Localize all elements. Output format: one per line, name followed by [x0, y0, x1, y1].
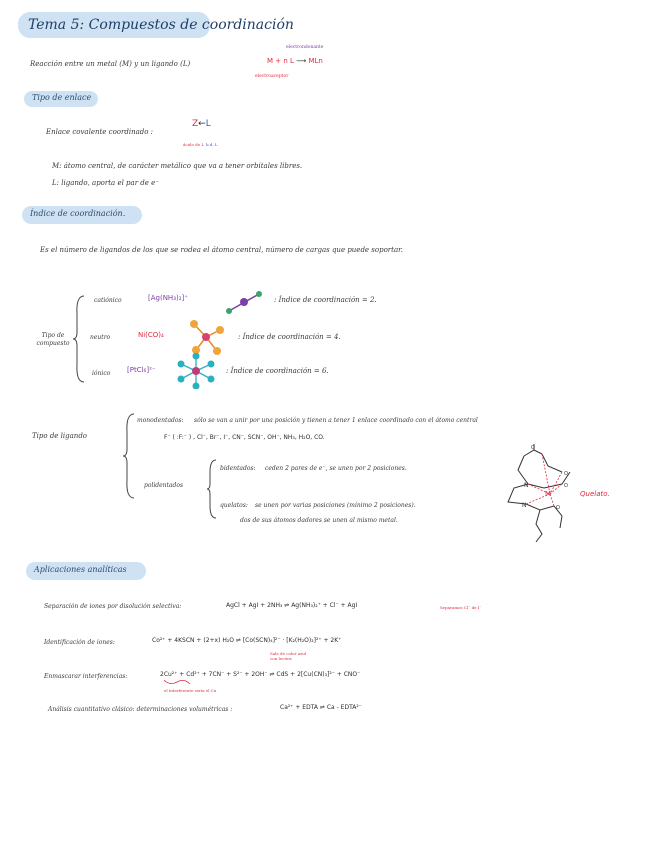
poli-title: polidentados — [144, 482, 184, 489]
page-title: Tema 5: Compuestos de coordinación — [28, 17, 294, 33]
svg-text:O: O — [564, 483, 568, 489]
indice-definition: Es el número de ligandos de los que se rodea el átomo central, número de cargas que puede soportar. — [40, 246, 403, 254]
app-note-enmascarar: el interferente sería el Cu — [164, 688, 217, 693]
mono-title: monodentados: — [137, 417, 184, 424]
row-type-neutro: neutro — [90, 334, 111, 341]
svg-text:N: N — [524, 482, 529, 489]
covalent-mark-left: ácido de L — [183, 142, 204, 147]
m-definition: M: átomo central, de carácter metálico que va a tener orbitales libres. — [52, 162, 303, 170]
tipo-compuesto-label: Tipo de compuesto — [36, 332, 70, 347]
app-label-enmascarar: Enmascarar interferencias: — [44, 673, 128, 680]
quel-title: quelatos: — [220, 502, 248, 509]
svg-text:O: O — [564, 471, 568, 477]
quel-text2: dos de sus átomos dadores se unen al mismo metal. — [240, 517, 398, 524]
svg-text:N: N — [522, 502, 527, 509]
row-index-neutro: : Índice de coordinación = 4. — [238, 333, 341, 341]
app-eq-separacion: AgCl + AgI + 2NH₃ ⇌ Ag(NH₃)₂⁺ + Cl⁻ + AgI — [226, 602, 358, 609]
covalent-symbol — [192, 119, 211, 129]
app-eq-enmascarar: 2Cu²⁺ + Cd²⁺ + 7CN⁻ + S²⁻ + 2OH⁻ ⇌ CdS + 2[Cu(CN)₃]²⁻ + CNO⁻ — [160, 671, 361, 678]
reaction-rhs-text: MLn — [308, 57, 323, 65]
mono-text: sólo se van a unir por una posición y tienen a tener 1 enlace coordinado con el átomo central — [194, 417, 478, 424]
row-formula-neutro: Ni(CO)₄ — [138, 331, 164, 339]
app-label-analisis: Análisis cuantitativo clásico: determinaciones volumétricas : — [48, 706, 233, 713]
row-index-cationico: : Índice de coordinación = 2. — [274, 296, 377, 304]
row-index-ionico: : Índice de coordinación = 6. — [226, 367, 329, 375]
ni-co4-molecule-icon — [186, 318, 226, 356]
svg-text:O: O — [556, 505, 560, 511]
edta-chelate-structure — [500, 444, 580, 544]
compuesto-brace — [72, 294, 86, 384]
mono-examples: F⁻ ( :F:⁻ ) , Cl⁻, Br⁻, I⁻, CN⁻, SCN⁻, OH⁻, NH₃, H₂O, CO. — [164, 434, 325, 441]
enmascarar-curly-mark — [162, 678, 192, 686]
reaction-label-top: electrondonante — [286, 45, 324, 50]
reaction-label-bottom: electroaceptor — [255, 74, 289, 79]
row-formula-ionico: [PtCl₆]²⁻ — [127, 366, 156, 374]
bi-text: ceden 2 pares de e⁻, se unen por 2 posiciones. — [265, 465, 407, 472]
indice-heading: Índice de coordinación. — [30, 209, 126, 218]
tipo-ligando-label: Tipo de ligando — [32, 432, 88, 440]
reaction-lhs — [267, 57, 323, 65]
poli-brace — [206, 458, 218, 520]
chelate-metal-label: M — [545, 490, 552, 498]
reaction-text: Reacción entre un metal (M) y un ligando (L) — [30, 60, 191, 68]
row-formula-cationico: [Ag(NH₃)₂]⁺ — [148, 294, 188, 302]
reaction-lhs-text: M + n L — [267, 57, 294, 65]
bi-title: bidentados: — [220, 465, 256, 472]
tipo-enlace-heading: Tipo de enlace — [32, 93, 92, 102]
covalent-symbol-l: L — [205, 119, 211, 129]
row-type-ionico: iónico — [92, 370, 111, 377]
ligando-brace — [122, 412, 136, 500]
covalent-mark-right: b.d. L — [206, 142, 218, 147]
l-definition: L: ligando, aporta el par de e⁻ — [52, 179, 159, 187]
ag-nh3-molecule-icon — [222, 287, 268, 317]
app-note-identificacion: Sale de color azul con lecitos — [270, 651, 307, 661]
covalent-symbol-z: Z — [192, 119, 199, 129]
aplicaciones-heading: Aplicaciones analíticas — [34, 565, 127, 574]
app-label-separacion: Separación de iones por disolución selectiva: — [44, 603, 182, 610]
app-note-separacion: Separamos Cl⁻ de I⁻ — [440, 605, 482, 610]
quelato-label: Quelato. — [580, 490, 610, 498]
ptcl6-molecule-icon — [176, 353, 216, 389]
app-label-identificacion: Identificación de iones: — [44, 639, 115, 646]
svg-text:O: O — [531, 445, 535, 451]
quel-text: se unen por varias posiciones (mínimo 2 posiciones). — [255, 502, 416, 509]
covalent-dash: ← — [198, 119, 206, 129]
reaction-arrow: ⟶ — [296, 57, 307, 65]
app-eq-identificacion: Co²⁺ + 4KSCN + (2+x) H₂O ⇌ [Co(SCN)₄]²⁻ · [K₂(H₂O)₂]²⁺ + 2K⁺ — [152, 637, 342, 644]
quelato-label-text: Quelato — [580, 490, 608, 498]
app-eq-analisis: Ca²⁺ + EDTA ⇌ Ca - EDTA²⁻ — [280, 704, 362, 711]
covalent-text: Enlace covalente coordinado : — [46, 128, 154, 136]
row-type-cationico: catiónico — [94, 297, 122, 304]
